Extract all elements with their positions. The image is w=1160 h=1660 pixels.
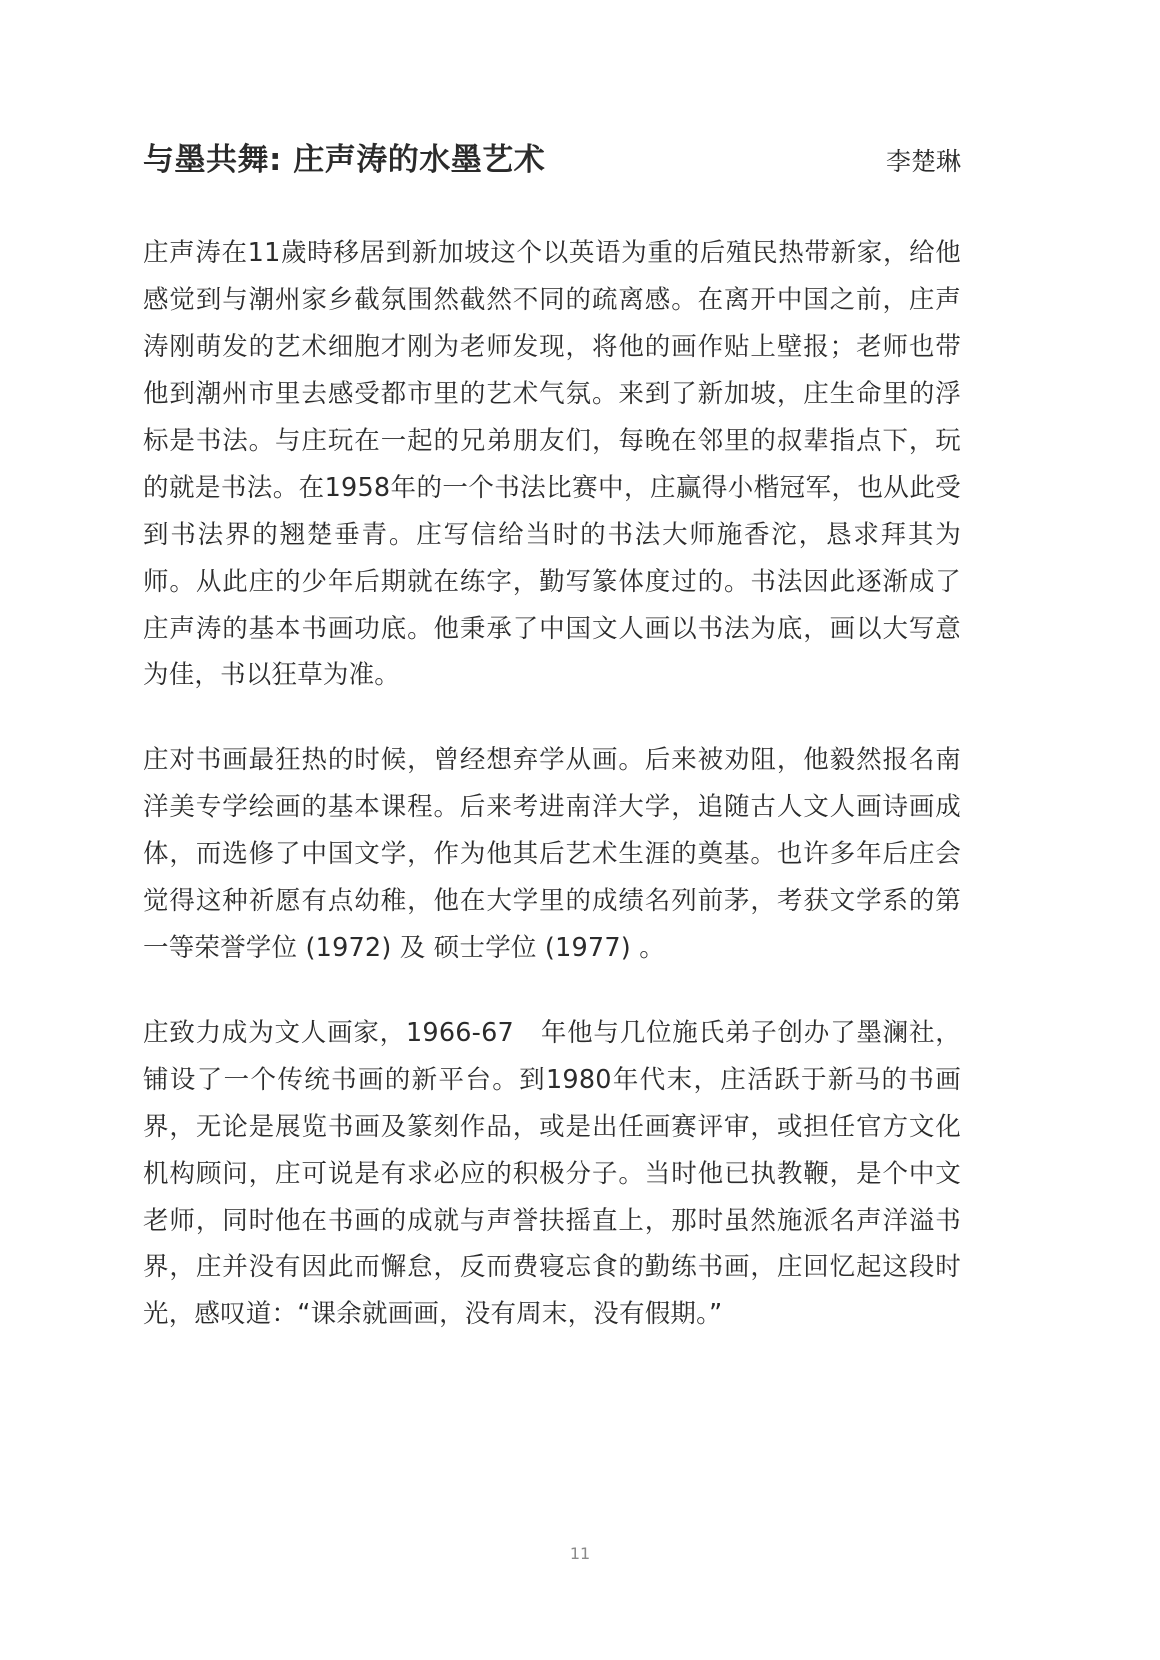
- page-number: 11: [569, 1544, 591, 1563]
- body-paragraph: 庄致力成为文人画家，1966-67 年他与几位施氏弟子创办了墨澜社，铺设了一个传统书画的新平台。到1980年代末，庄活跃于新马的书画界，无论是展览书画及篆刻作品，或是出任画赛评审，或担任官方文化机构顾问，庄可说是有求必应的积极分子。当时他已执教鞭，是个中文老师，同时他在书画的成就与声誉扶摇直上，那时虽然施派名声洋溢书界，庄并没有因此而懈怠，反而费寝忘食的勤练书画，庄回忆起这段时光，感叹道：“课余就画画，没有周末，没有假期。”: [143, 1017, 961, 1330]
- article-author: 李楚琳: [885, 147, 961, 176]
- page-content: [143, 140, 961, 1338]
- page-title: 与墨共舞: 庄声涛的水墨艺术: [143, 142, 546, 178]
- body-paragraph: 庄对书画最狂热的时候，曾经想弃学从画。后来被劝阻，他毅然报名南洋美专学绘画的基本课程。后来考进南洋大学，追随古人文人画诗画成体，而选修了中国文学，作为他其后艺术生涯的奠基。也许多年后庄会觉得这种祈愿有点幼稚，他在大学里的成绩名列前茅，考获文学系的第一等荣誉学位 (1972) 及 硕士学位 (1977) 。: [143, 745, 961, 963]
- body-paragraph: 庄声涛在11歲時移居到新加坡这个以英语为重的后殖民热带新家，给他感觉到与潮州家乡截氛围然截然不同的疏离感。在离开中国之前，庄声涛刚萌发的艺术细胞才刚为老师发现，将他的画作贴上壁报；老师也带他到潮州市里去感受都市里的艺术气氛。来到了新加坡，庄生命里的浮标是书法。与庄玩在一起的兄弟朋友们，每晚在邻里的叔辈指点下，玩的就是书法。在1958年的一个书法比赛中，庄赢得小楷冠军，也从此受到书法界的翘楚垂青。庄写信给当时的书法大师施香沱，恳求拜其为师。从此庄的少年后期就在练字，勤写篆体度过的。书法因此逐渐成了庄声涛的基本书画功底。他秉承了中国文人画以书法为底，画以大写意为佳，书以狂草为准。: [143, 238, 961, 691]
- article-header: [143, 140, 961, 180]
